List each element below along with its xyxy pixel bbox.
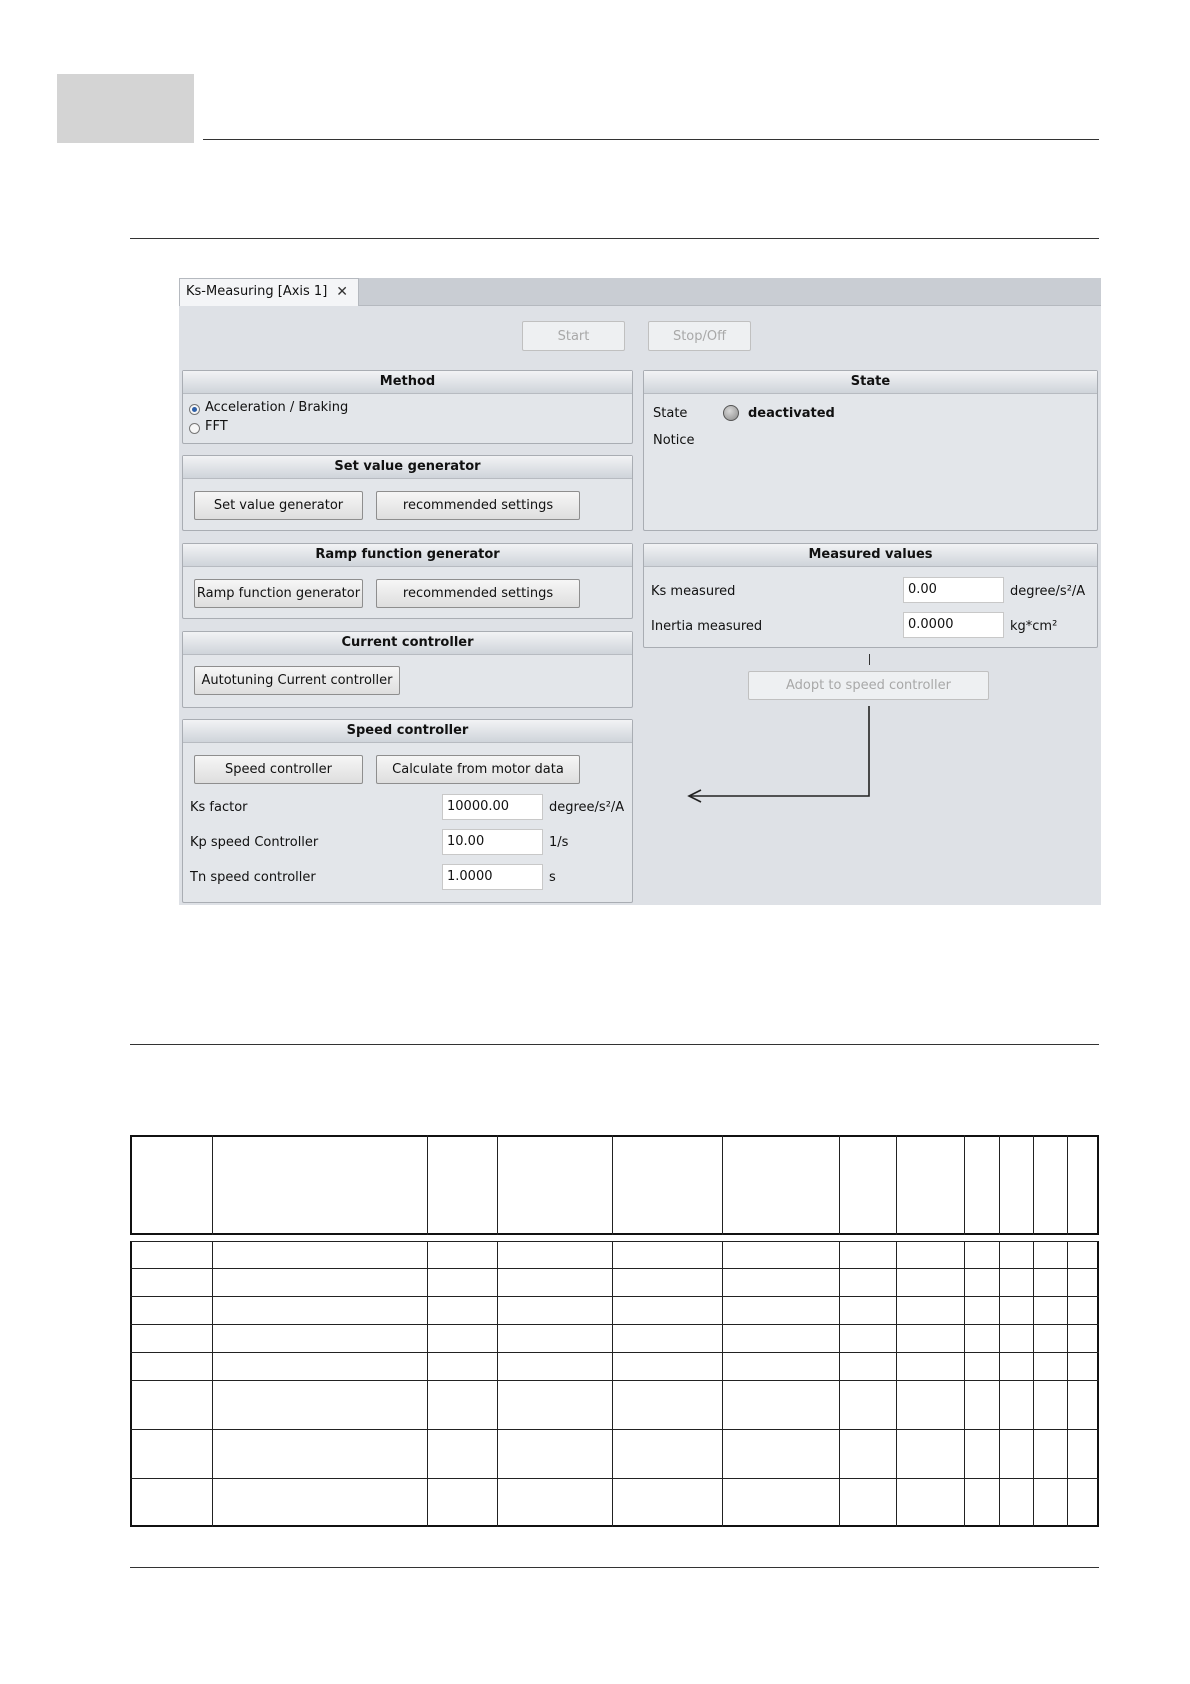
table-col-line <box>999 1135 1000 1235</box>
table-row-line <box>130 1268 1099 1269</box>
table-col-line <box>427 1135 428 1235</box>
ks-factor-unit: degree/s²/A <box>549 800 625 815</box>
ks-measured-input[interactable]: 0.00 <box>903 577 1004 603</box>
table-col-line <box>896 1135 897 1235</box>
table-col-line <box>1067 1135 1068 1235</box>
speed-controller-button[interactable]: Speed controller <box>194 755 363 784</box>
set-value-generator-button[interactable]: Set value generator <box>194 491 363 520</box>
method-title: Method <box>183 371 632 394</box>
set-value-generator-title: Set value generator <box>183 456 632 479</box>
kp-speed-controller-label: Kp speed Controller <box>190 835 319 850</box>
table-col-line <box>896 1241 897 1527</box>
speed-controller-title: Speed controller <box>183 720 632 743</box>
speed-controller-group <box>182 719 633 903</box>
adopt-arrow-icon <box>679 706 879 816</box>
stop-off-button[interactable]: Stop/Off <box>648 321 751 351</box>
header-rule <box>203 139 1099 140</box>
state-group <box>643 370 1098 531</box>
table-row-line <box>130 1478 1099 1479</box>
table-col-line <box>212 1241 213 1527</box>
chapter-marker-block <box>57 74 194 143</box>
measured-values-group <box>643 543 1098 648</box>
table-col-line <box>427 1241 428 1527</box>
ks-measured-label: Ks measured <box>651 584 736 599</box>
table-row-line <box>130 1296 1099 1297</box>
ramp-function-generator-group <box>182 543 633 619</box>
radio-label-fft: FFT <box>205 419 228 434</box>
table-col-line <box>212 1135 213 1235</box>
ramp-recommended-settings-button[interactable]: recommended settings <box>376 579 580 608</box>
table-header-frame <box>130 1135 1099 1235</box>
radio-acceleration-braking[interactable] <box>189 404 200 415</box>
radio-fft[interactable] <box>189 423 200 434</box>
tn-speed-controller-unit: s <box>549 870 556 885</box>
ramp-function-generator-title: Ramp function generator <box>183 544 632 567</box>
current-controller-group <box>182 631 633 708</box>
adopt-to-speed-controller-button[interactable]: Adopt to speed controller <box>748 671 989 700</box>
notice-label: Notice <box>653 433 695 448</box>
tab-ks-measuring[interactable] <box>179 278 359 306</box>
start-button[interactable]: Start <box>522 321 625 351</box>
ks-factor-input[interactable]: 10000.00 <box>442 794 543 820</box>
footer-rule <box>130 1567 1099 1568</box>
table-col-line <box>999 1241 1000 1527</box>
section-rule-middle <box>130 1044 1099 1045</box>
table-col-line <box>1067 1241 1068 1527</box>
table-col-line <box>1033 1135 1034 1235</box>
table-col-line <box>964 1241 965 1527</box>
table-col-line <box>612 1241 613 1527</box>
table-col-line <box>839 1135 840 1235</box>
state-label: State <box>653 406 688 421</box>
table-col-line <box>612 1135 613 1235</box>
current-controller-title: Current controller <box>183 632 632 655</box>
state-indicator-icon <box>723 405 739 421</box>
table-col-line <box>722 1135 723 1235</box>
close-icon[interactable]: ✕ <box>336 284 348 300</box>
ks-factor-label: Ks factor <box>190 800 248 815</box>
parameter-table <box>130 1135 1099 1527</box>
measured-values-title: Measured values <box>644 544 1097 567</box>
table-col-line <box>497 1241 498 1527</box>
connector-tick <box>869 654 870 665</box>
inertia-measured-input[interactable]: 0.0000 <box>903 612 1004 638</box>
autotuning-current-controller-button[interactable]: Autotuning Current controller <box>194 666 400 695</box>
section-rule-top <box>130 238 1099 239</box>
table-row-line <box>130 1352 1099 1353</box>
ks-measuring-window <box>179 278 1101 905</box>
inertia-measured-label: Inertia measured <box>651 619 763 634</box>
table-col-line <box>1033 1241 1034 1527</box>
tn-speed-controller-label: Tn speed controller <box>190 870 316 885</box>
method-group <box>182 370 633 444</box>
ks-measured-unit: degree/s²/A <box>1010 584 1086 599</box>
kp-speed-controller-unit: 1/s <box>549 835 569 850</box>
table-col-line <box>964 1135 965 1235</box>
table-col-line <box>839 1241 840 1527</box>
table-col-line <box>497 1135 498 1235</box>
kp-speed-controller-input[interactable]: 10.00 <box>442 829 543 855</box>
inertia-measured-unit: kg*cm² <box>1010 619 1058 634</box>
tab-title: Ks-Measuring [Axis 1] <box>186 284 328 299</box>
table-row-line <box>130 1380 1099 1381</box>
set-value-generator-group <box>182 455 633 531</box>
set-value-recommended-settings-button[interactable]: recommended settings <box>376 491 580 520</box>
tn-speed-controller-input[interactable]: 1.0000 <box>442 864 543 890</box>
calculate-from-motor-data-button[interactable]: Calculate from motor data <box>376 755 580 784</box>
ks-measuring-panel <box>179 306 1101 905</box>
state-title: State <box>644 371 1097 394</box>
tab-strip <box>179 278 1101 306</box>
table-row-line <box>130 1429 1099 1430</box>
ramp-function-generator-button[interactable]: Ramp function generator <box>194 579 363 608</box>
table-row-line <box>130 1324 1099 1325</box>
table-body-frame <box>130 1241 1099 1527</box>
table-col-line <box>722 1241 723 1527</box>
radio-label-acceleration-braking: Acceleration / Braking <box>205 400 349 415</box>
state-value: deactivated <box>748 406 835 421</box>
